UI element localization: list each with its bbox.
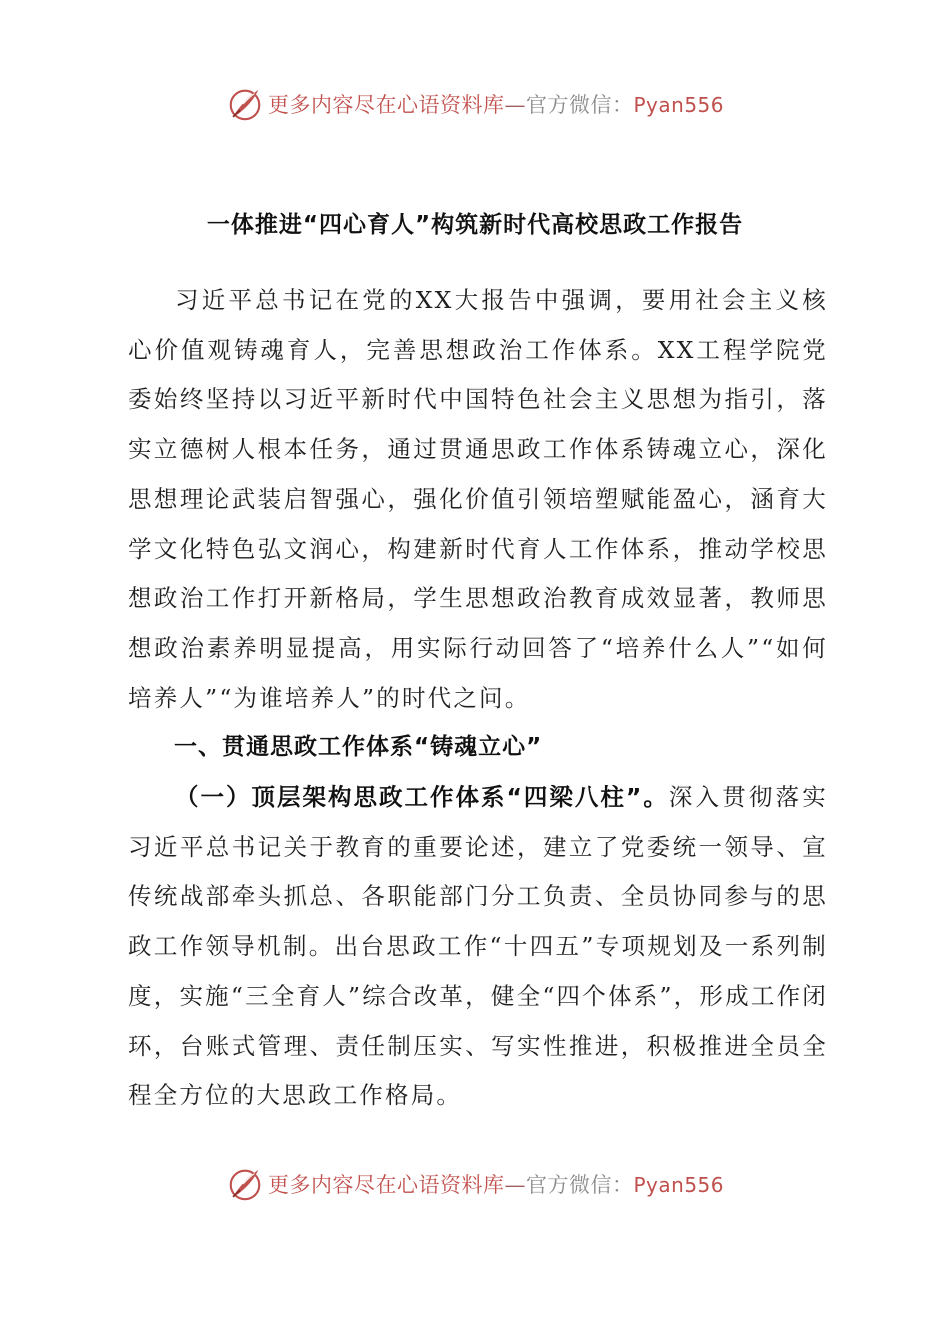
intro-paragraph: 习近平总书记在党的XX大报告中强调，要用社会主义核心价值观铸魂育人，完善思想政治工作体系。XX工程学院党委始终坚持以习近平新时代中国特色社会主义思想为指引，落实立德树人根本任务，通过贯通思政工作体系铸魂立心，深化思想理论武装启智强心，强化价值引领培塑赋能盈心，涵育大学文化特色弘文润心，构建新时代育人工作体系，推动学校思想政治工作打开新格局，学生思想政治教育成效显著，教师思想政治素养明显提高，用实际行动回答了“培养什么人”“如何培养人”“为谁培养人”的时代之问。 bbox=[128, 286, 828, 712]
footer-watermark-banner bbox=[0, 1162, 950, 1206]
banner-account: Pyan556 bbox=[633, 93, 724, 117]
banner-dash: — bbox=[504, 93, 526, 117]
banner-account: Pyan556 bbox=[633, 1173, 724, 1197]
subsection-body: 深入贯彻落实习近平总书记关于教育的重要论述，建立了党委统一领导、宣传统战部牵头抓总、各职能部门分工负责、全员协同参与的思政工作领导机制。出台思政工作“十四五”专项规划及一系列制度，实施“三全育人”综合改革，健全“四个体系”，形成工作闭环，台账式管理、责任制压实、写实性推进，积极推进全员全程全方位的大思政工作格局。 bbox=[128, 783, 829, 1110]
banner-lead: 更多内容尽在心语资料库 bbox=[267, 93, 505, 117]
subsection-heading: （一）顶层架构思政工作体系“四梁八柱”。 bbox=[175, 783, 669, 812]
quill-pen-icon bbox=[226, 85, 264, 123]
banner-wechat-label: 官方微信： bbox=[525, 1173, 634, 1197]
banner-dash: — bbox=[504, 1173, 526, 1197]
banner-lead: 更多内容尽在心语资料库 bbox=[267, 1173, 505, 1197]
document-title: 一体推进“四心育人”构筑新时代高校思政工作报告 bbox=[206, 212, 744, 238]
section-heading: 一、贯通思政工作体系“铸魂立心” bbox=[174, 734, 543, 761]
document-body bbox=[128, 276, 828, 1121]
banner-wechat-label: 官方微信： bbox=[525, 93, 634, 117]
quill-pen-icon bbox=[226, 1165, 264, 1203]
banner-text bbox=[268, 1169, 724, 1199]
header-watermark-banner bbox=[0, 82, 950, 126]
subsection-paragraph bbox=[128, 773, 828, 1121]
banner-text bbox=[268, 89, 724, 119]
